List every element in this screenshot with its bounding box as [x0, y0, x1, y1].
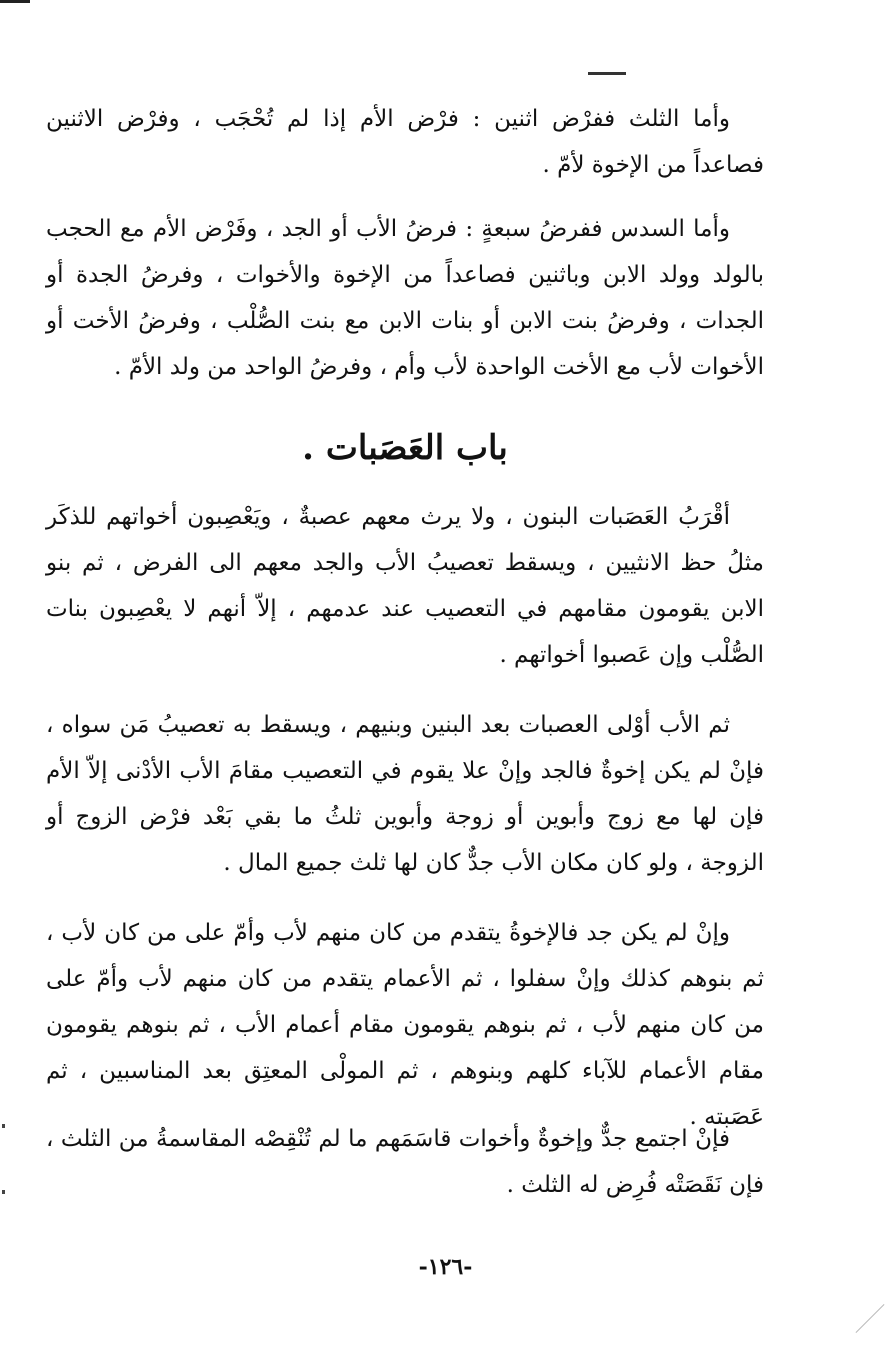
- paragraph-sixths: [46, 206, 764, 390]
- paragraph-brothers: [46, 910, 764, 1140]
- paragraph-thirds: [46, 96, 764, 188]
- paragraph-agnates-sons: [46, 494, 764, 678]
- paragraph-father: [46, 702, 764, 886]
- section-heading: باب العَصَبات .: [302, 428, 508, 468]
- paragraph-grandfather: [46, 1116, 764, 1208]
- margin-speck: [2, 1124, 5, 1128]
- header-rule: [588, 72, 626, 75]
- top-edge-mark: [0, 0, 30, 3]
- paragraph-text: ثم الأب أوْلى العصبات بعد البنين وبنيهم ، ويسقط به تعصيبُ مَن سواه ، فإنْ لم يكن إخوةٌ فالجد وإنْ علا يقوم في التعصيب مقامَ الأب الأدْنى إلاّ الأم فإن لها مع زوج وأبوين أو زوجة وأبوين ثلثُ ما بقي بَعْد فرْض الزوج أو الزوجة ، ولو كان مكان الأب جدٌّ كان لها ثلث جميع المال .: [46, 712, 764, 876]
- paragraph-text: فإنْ اجتمع جدٌّ وإخوةٌ وأخوات قاسَمَهم ما لم تُنْقِصْه المقاسمةُ من الثلث ، فإن نَقَصَتْه فُرِض له الثلث .: [46, 1126, 764, 1198]
- paragraph-text: وإنْ لم يكن جد فالإخوةُ يتقدم من كان منهم لأب وأمّ على من كان لأب ، ثم بنوهم كذلك وإنْ سفلوا ، ثم الأعمام يتقدم من كان منهم لأب وأمّ على من كان منهم لأب ، ثم بنوهم يقومون مقام أعمام الأب ، ثم بنوهم يقومون مقام الأعمام للآباء كلهم وبنوهم ، ثم المولْى المعتِق بعد المناسبين ، ثم عَصَبته .: [46, 920, 764, 1130]
- paragraph-text: وأما السدس ففرضُ سبعةٍ : فرضُ الأب أو الجد ، وفَرْض الأم مع الحجب بالولد وولد الابن وباثنين فصاعداً من الإخوة والأخوات ، وفرضُ الجدة أو الجدات ، وفرضُ بنت الابن أو بنات الابن مع بنت الصُّلْب ، وفرضُ الأخت أو الأخوات لأب مع الأخت الواحدة لأب وأم ، وفرضُ الواحد من ولد الأمّ .: [46, 216, 764, 380]
- paragraph-text: أقْرَبُ العَصَبات البنون ، ولا يرث معهم عصبةٌ ، ويَعْصِبون أخواتهم للذكَر مثلُ حظ الانثيين ، ويسقط تعصيبُ الأب والجد معهم الى الفرض ، ثم بنو الابن يقومون مقامهم في التعصيب عند عدمهم ، إلاّ أنهم لا يعْصِبون بنات الصُّلْب وإن عَصبوا أخواتهم .: [46, 504, 764, 668]
- corner-scratch: [856, 1304, 885, 1333]
- margin-speck: [2, 1190, 5, 1194]
- page-number: -١٢٦-: [418, 1254, 473, 1280]
- paragraph-text: وأما الثلث ففرْض اثنين : فرْض الأم إذا لم تُحْجَب ، وفرْض الاثنين فصاعداً من الإخوة لأمّ .: [46, 106, 764, 178]
